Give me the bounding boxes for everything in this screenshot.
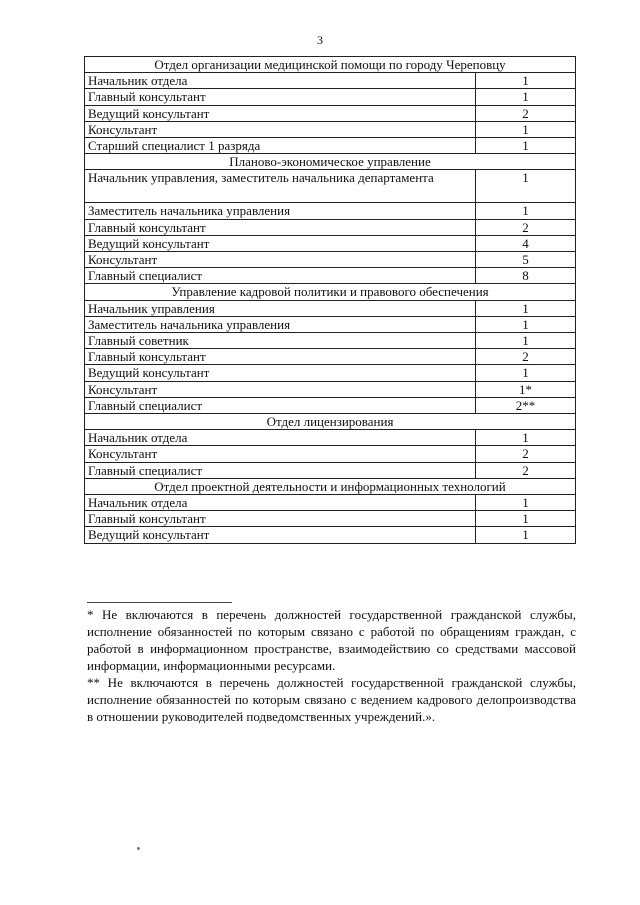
- count-cell: 1: [476, 511, 576, 527]
- position-cell: Главный консультант: [85, 219, 476, 235]
- table-row: [85, 235, 576, 251]
- count-cell: 2: [476, 349, 576, 365]
- position-cell: Начальник отдела: [85, 73, 476, 89]
- table-row: [85, 316, 576, 332]
- position-cell: Консультант: [85, 381, 476, 397]
- count-cell: 1: [476, 203, 576, 219]
- table-row: [85, 219, 576, 235]
- position-cell: Главный консультант: [85, 89, 476, 105]
- position-cell: Консультант: [85, 446, 476, 462]
- table-row: [85, 300, 576, 316]
- section-title: Отдел организации медицинской помощи по городу Череповцу: [85, 57, 576, 73]
- table-row: [85, 397, 576, 413]
- position-cell: Главный консультант: [85, 511, 476, 527]
- table-row: [85, 381, 576, 397]
- section-header-row: [85, 154, 576, 170]
- section-title: Отдел проектной деятельности и информационных технологий: [85, 478, 576, 494]
- count-cell: 5: [476, 252, 576, 268]
- count-cell: 1: [476, 121, 576, 137]
- position-cell: Консультант: [85, 121, 476, 137]
- position-cell: Начальник управления: [85, 300, 476, 316]
- count-cell: 1: [476, 316, 576, 332]
- section-header-row: [85, 478, 576, 494]
- count-cell: 2: [476, 462, 576, 478]
- count-cell: 1*: [476, 381, 576, 397]
- table-row: [85, 268, 576, 284]
- section-header-row: [85, 414, 576, 430]
- table-row: [85, 349, 576, 365]
- position-cell: Главный консультант: [85, 349, 476, 365]
- position-cell: Главный специалист: [85, 397, 476, 413]
- table-row: [85, 511, 576, 527]
- table-row: [85, 73, 576, 89]
- table-row: [85, 430, 576, 446]
- count-cell: 2: [476, 219, 576, 235]
- count-cell: 1: [476, 300, 576, 316]
- scan-speck: [137, 847, 140, 850]
- table-row: [85, 527, 576, 543]
- section-title: Отдел лицензирования: [85, 414, 576, 430]
- position-cell: Заместитель начальника управления: [85, 316, 476, 332]
- position-cell: Главный специалист: [85, 462, 476, 478]
- section-header-row: [85, 284, 576, 300]
- table-row: [85, 462, 576, 478]
- count-cell: 1: [476, 333, 576, 349]
- position-cell: Консультант: [85, 252, 476, 268]
- table-row: [85, 121, 576, 137]
- table-row: [85, 105, 576, 121]
- count-cell: 8: [476, 268, 576, 284]
- position-cell: Ведущий консультант: [85, 365, 476, 381]
- position-cell: Начальник отдела: [85, 495, 476, 511]
- footnote-separator: [87, 602, 232, 603]
- table-row: [85, 365, 576, 381]
- count-cell: 4: [476, 235, 576, 251]
- count-cell: 1: [476, 89, 576, 105]
- count-cell: 1: [476, 170, 576, 203]
- table-row: [85, 203, 576, 219]
- staffing-table: [84, 56, 576, 544]
- position-cell: Главный специалист: [85, 268, 476, 284]
- position-cell: Ведущий консультант: [85, 235, 476, 251]
- footnotes: [87, 606, 576, 725]
- footnote-1: * Не включаются в перечень должностей государственной гражданской службы, исполнение обязанностей по которым связано с работой по обращениям граждан, с работой в информационном пространстве, взаимодействию со средствами массовой информации, информационными ресурсами.: [87, 607, 576, 673]
- staffing-table-body: [85, 57, 576, 544]
- table-row: [85, 252, 576, 268]
- position-cell: Старший специалист 1 разряда: [85, 138, 476, 154]
- table-row: [85, 170, 576, 203]
- count-cell: 1: [476, 365, 576, 381]
- footnote-2: ** Не включаются в перечень должностей государственной гражданской службы, исполнение обязанностей по которым связано с ведением кадрового делопроизводства в отношении руководителей подведомственных учреждений.».: [87, 675, 576, 724]
- position-cell: Ведущий консультант: [85, 105, 476, 121]
- page-number: 3: [317, 33, 323, 47]
- count-cell: 1: [476, 430, 576, 446]
- position-cell: Начальник отдела: [85, 430, 476, 446]
- position-cell: Главный советник: [85, 333, 476, 349]
- section-header-row: [85, 57, 576, 73]
- count-cell: 1: [476, 73, 576, 89]
- table-row: [85, 333, 576, 349]
- table-row: [85, 89, 576, 105]
- count-cell: 2**: [476, 397, 576, 413]
- table-row: [85, 138, 576, 154]
- count-cell: 1: [476, 495, 576, 511]
- position-cell: Ведущий консультант: [85, 527, 476, 543]
- table-row: [85, 495, 576, 511]
- count-cell: 1: [476, 138, 576, 154]
- count-cell: 1: [476, 527, 576, 543]
- section-title: Управление кадровой политики и правового обеспечения: [85, 284, 576, 300]
- table-row: [85, 446, 576, 462]
- position-cell: Заместитель начальника управления: [85, 203, 476, 219]
- section-title: Планово-экономическое управление: [85, 154, 576, 170]
- count-cell: 2: [476, 105, 576, 121]
- position-cell: Начальник управления, заместитель начальника департамента: [85, 170, 476, 203]
- count-cell: 2: [476, 446, 576, 462]
